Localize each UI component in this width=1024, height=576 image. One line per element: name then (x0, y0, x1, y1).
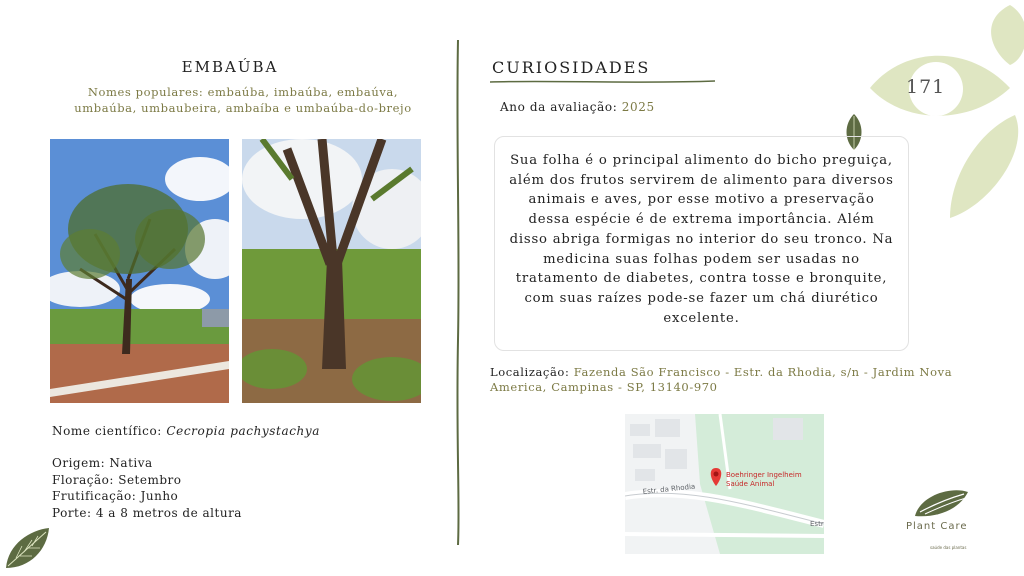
scientific-value: Cecropia pachystachya (166, 424, 320, 438)
year-label: Ano da avaliação: (500, 100, 618, 114)
brand-name: Plant Care (906, 521, 968, 532)
map-road-label-edge: Estr (810, 520, 824, 528)
fruiting: Frutificação: Junho (52, 489, 179, 503)
year-value: 2025 (621, 100, 655, 114)
page-number: 171 (906, 76, 946, 98)
popular-names: Nomes populares: embaúba, imbaúba, embaúva, umbaúba, umbaubeira, ambaíba e umbaúba-do-brejo (74, 85, 412, 115)
location (490, 365, 980, 395)
evaluation-year (500, 100, 655, 114)
size: Porte: 4 a 8 metros de altura (52, 505, 242, 520)
location-map[interactable] (625, 414, 824, 554)
origin: Origem: Nativa (52, 456, 153, 470)
column-divider (455, 40, 461, 545)
map-pin-label-2: Saúde Animal (726, 480, 775, 488)
location-value: Fazenda São Francisco - Estr. da Rhodia, s/n - Jardim Nova America, Campinas - SP, 13140-970 (490, 365, 953, 394)
tree-trunk-photo (242, 139, 421, 403)
plant-title: EMBAÚBA (181, 58, 279, 76)
title-underline (490, 79, 715, 85)
location-label: Localização: (490, 365, 570, 379)
scientific-label: Nome científico: (52, 424, 162, 438)
plant-facts (52, 455, 242, 521)
brand-tagline: saúde das plantas (930, 545, 967, 550)
curiosities-text: Sua folha é o principal alimento do bicho preguiça, além dos frutos servirem de alimento para diversos animais e aves, por esse motivo a preservação dessa espécie é de extrema importância. Além disso abriga formigas no interior do seu tronco. Na medicina suas folhas podem ser usadas no tratamento de diabetes, contra tosse e bronquite, com suas raízes pode-se fazer um chá diurético excelente. (509, 153, 894, 326)
tree-photo-full (50, 139, 229, 403)
map-road-label: Estr. da Rhodia (642, 482, 696, 496)
leaf-icon-bottom-left (2, 526, 52, 572)
map-pin-label-1: Boehringer Ingelheim (726, 471, 802, 479)
plant-care-logo-icon (900, 486, 990, 548)
scientific-name (52, 424, 320, 438)
curiosities-title: CURIOSIDADES (492, 58, 651, 77)
flowering: Floração: Setembro (52, 472, 182, 487)
